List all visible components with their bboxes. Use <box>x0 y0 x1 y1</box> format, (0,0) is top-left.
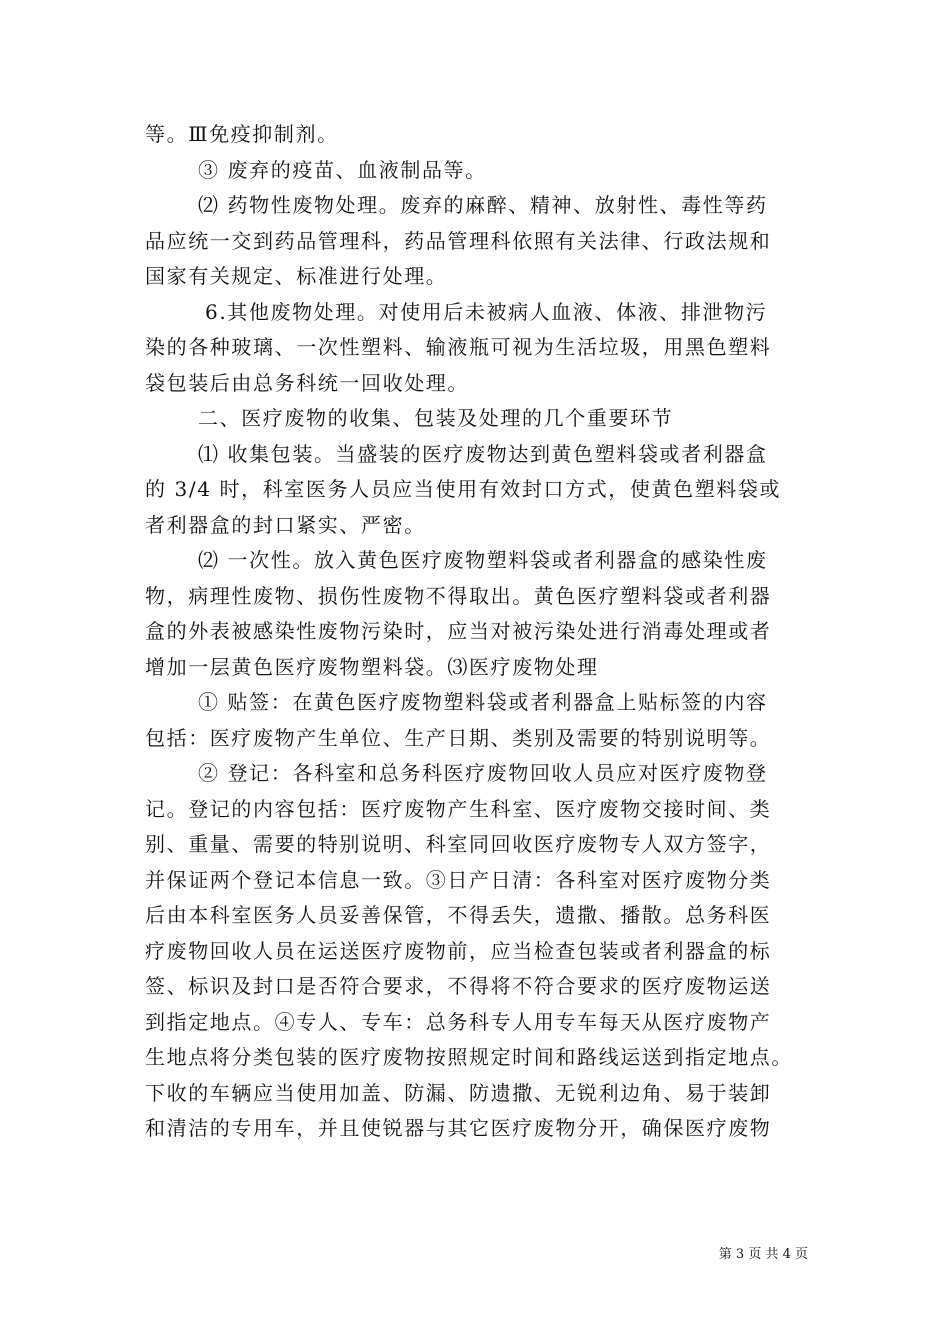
text-line: ③ 废弃的疫苗、血液制品等。 <box>198 157 487 182</box>
text-line: 包括：医疗废物产生单位、生产日期、类别及需要的特别说明等。 <box>145 725 772 750</box>
text-line: 等。Ⅲ免疫抑制剂。 <box>145 122 339 146</box>
text-line: 和清洁的专用车，并且使锐器与其它医疗废物分开，确保医疗废物 <box>145 1116 772 1140</box>
text-line: 染的各种玻璃、一次性塑料、输液瓶可视为生活垃圾，用黑色塑料 <box>145 335 772 359</box>
text-line: 品应统一交到药品管理科，药品管理科依照有关法律、行政法规和 <box>145 228 772 253</box>
text-line: 6.其他废物处理。对使用后未被病人血液、体液、排泄物污 <box>205 299 768 324</box>
text-line: 后由本科室医务人员妥善保管，不得丢失，遗撒、播散。总务科医 <box>145 903 772 927</box>
text-line: 记。登记的内容包括：医疗废物产生科室、医疗废物交接时间、类 <box>145 796 772 821</box>
document-body <box>145 117 809 1147</box>
text-line: 签、标识及封口是否符合要求，不得将不符合要求的医疗废物运送 <box>145 974 772 998</box>
text-line: ② 登记：各科室和总务科医疗废物回收人员应对医疗废物登 <box>198 761 768 785</box>
section-heading: 二、医疗废物的收集、包装及处理的几个重要环节 <box>198 406 674 430</box>
text-line: 到指定地点。④专人、专车：总务科专人用专车每天从医疗废物产 <box>145 1009 772 1034</box>
text-line: 下收的车辆应当使用加盖、防漏、防遗撒、无锐利边角、易于装卸 <box>145 1080 772 1105</box>
text-line: 盒的外表被感染性废物污染时，应当对被污染处进行消毒处理或者 <box>145 619 772 643</box>
text-line: 疗废物回收人员在运送医疗废物前，应当检查包装或者利器盒的标 <box>145 938 772 963</box>
text-line: 别、重量、需要的特别说明、科室同回收医疗废物专人双方签字， <box>145 832 772 856</box>
text-line: 生地点将分类包装的医疗废物按照规定时间和路线运送到指定地点。 <box>145 1045 793 1069</box>
text-line: ⑵ 药物性废物处理。废弃的麻醉、精神、放射性、毒性等药 <box>198 193 768 217</box>
text-line: ① 贴签：在黄色医疗废物塑料袋或者利器盒上贴标签的内容 <box>198 690 768 714</box>
text-line: 增加一层黄色医疗废物塑料袋。⑶医疗废物处理 <box>145 654 599 679</box>
text-line: 袋包装后由总务科统一回收处理。 <box>145 370 469 395</box>
text-line: 物，病理性废物、损伤性废物不得取出。黄色医疗塑料袋或者利器 <box>145 583 772 608</box>
text-line: 并保证两个登记本信息一致。③日产日清：各科室对医疗废物分类 <box>145 867 772 892</box>
page-number: 第 3 页 共 4 页 <box>718 1247 808 1262</box>
text-line: ⑵ 一次性。放入黄色医疗废物塑料袋或者利器盒的感染性废 <box>198 548 768 572</box>
text-line: ⑴ 收集包装。当盛装的医疗废物达到黄色塑料袋或者利器盒 <box>198 441 768 466</box>
text-line: 国家有关规定、标准进行处理。 <box>145 264 448 288</box>
text-line: 的 3/4 时，科室医务人员应当使用有效封口方式，使黄色塑料袋或 <box>145 477 782 501</box>
text-line: 者利器盒的封口紧实、严密。 <box>145 512 426 537</box>
